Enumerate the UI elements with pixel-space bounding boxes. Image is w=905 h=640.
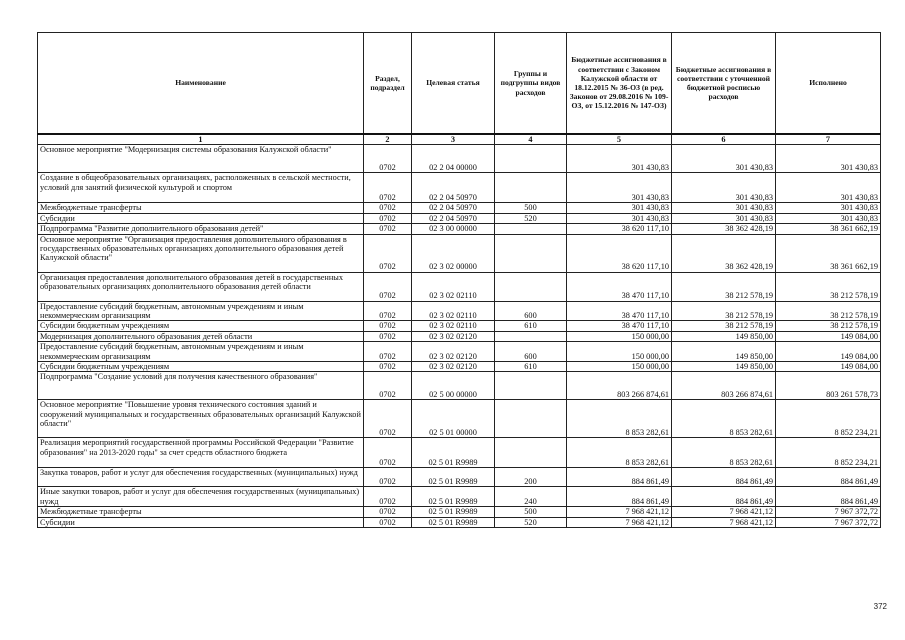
header-target: Целевая статья bbox=[412, 33, 495, 135]
row-name: Предоставление субсидий бюджетным, автономным учреждениям и иным некоммерческим организациям bbox=[38, 342, 364, 362]
column-number: 4 bbox=[495, 134, 567, 145]
row-executed: 38 212 578,19 bbox=[776, 321, 881, 331]
table-row bbox=[38, 321, 881, 331]
row-executed: 7 967 372,72 bbox=[776, 507, 881, 517]
row-budget-law: 150 000,00 bbox=[567, 331, 672, 341]
budget-table bbox=[37, 32, 881, 528]
row-executed: 38 212 578,19 bbox=[776, 301, 881, 321]
row-target: 02 2 04 00000 bbox=[412, 145, 495, 173]
row-name: Подпрограмма "Создание условий для получения качественного образования" bbox=[38, 372, 364, 400]
row-budget-law: 38 470 117,10 bbox=[567, 272, 672, 301]
row-group: 600 bbox=[495, 342, 567, 362]
row-budget-refined: 884 861,49 bbox=[672, 468, 776, 487]
row-target: 02 5 01 R9989 bbox=[412, 468, 495, 487]
table-row bbox=[38, 487, 881, 507]
row-section: 0702 bbox=[364, 224, 412, 234]
table-row bbox=[38, 213, 881, 223]
row-budget-law: 8 853 282,61 bbox=[567, 438, 672, 468]
row-section: 0702 bbox=[364, 321, 412, 331]
row-name: Основное мероприятие "Модернизация системы образования Калужской области" bbox=[38, 145, 364, 173]
table-row bbox=[38, 507, 881, 517]
table-row bbox=[38, 468, 881, 487]
row-target: 02 5 01 R9989 bbox=[412, 487, 495, 507]
row-section: 0702 bbox=[364, 372, 412, 400]
row-budget-refined: 38 362 428,19 bbox=[672, 224, 776, 234]
row-target: 02 3 02 00000 bbox=[412, 234, 495, 272]
table-row bbox=[38, 272, 881, 301]
row-target: 02 5 01 00000 bbox=[412, 400, 495, 438]
row-section: 0702 bbox=[364, 487, 412, 507]
table-row bbox=[38, 203, 881, 213]
row-budget-law: 803 266 874,61 bbox=[567, 372, 672, 400]
header-name: Наименование bbox=[38, 33, 364, 135]
row-target: 02 5 00 00000 bbox=[412, 372, 495, 400]
header-row bbox=[38, 33, 881, 135]
row-group bbox=[495, 173, 567, 203]
row-group bbox=[495, 400, 567, 438]
row-group bbox=[495, 372, 567, 400]
row-budget-law: 38 620 117,10 bbox=[567, 234, 672, 272]
row-budget-law: 38 470 117,10 bbox=[567, 301, 672, 321]
table-row bbox=[38, 372, 881, 400]
table-row bbox=[38, 331, 881, 341]
row-section: 0702 bbox=[364, 342, 412, 362]
row-executed: 149 084,00 bbox=[776, 342, 881, 362]
row-section: 0702 bbox=[364, 517, 412, 527]
row-name: Основное мероприятие "Повышение уровня технического состояния зданий и сооружений муниципальных и государственных образовательных организаций Калужской области" bbox=[38, 400, 364, 438]
row-budget-refined: 8 853 282,61 bbox=[672, 438, 776, 468]
row-budget-law: 884 861,49 bbox=[567, 468, 672, 487]
row-section: 0702 bbox=[364, 203, 412, 213]
table-row bbox=[38, 438, 881, 468]
table-row bbox=[38, 173, 881, 203]
row-name: Субсидии bbox=[38, 213, 364, 223]
row-name: Межбюджетные трансферты bbox=[38, 203, 364, 213]
row-budget-refined: 7 968 421,12 bbox=[672, 517, 776, 527]
header-budget-law: Бюджетные ассигнования в соответствии с Законом Калужской области от 18.12.2015 № 36-ОЗ (в ред. Законов от 29.08.2016 № 109-ОЗ, от 15.12.2016 № 147-ОЗ) bbox=[567, 33, 672, 135]
row-name: Основное мероприятие "Организация предоставления дополнительного образования в государственных образовательных организациях дополнительного образования детей Калужской области" bbox=[38, 234, 364, 272]
row-group bbox=[495, 145, 567, 173]
row-executed: 884 861,49 bbox=[776, 468, 881, 487]
row-target: 02 3 00 00000 bbox=[412, 224, 495, 234]
row-group: 600 bbox=[495, 301, 567, 321]
table-row bbox=[38, 362, 881, 372]
row-group bbox=[495, 234, 567, 272]
row-executed: 38 361 662,19 bbox=[776, 224, 881, 234]
row-section: 0702 bbox=[364, 145, 412, 173]
row-group: 240 bbox=[495, 487, 567, 507]
row-executed: 803 261 578,73 bbox=[776, 372, 881, 400]
row-executed: 38 361 662,19 bbox=[776, 234, 881, 272]
table-row bbox=[38, 301, 881, 321]
header-groups: Группы и подгруппы видов расходов bbox=[495, 33, 567, 135]
table-row bbox=[38, 400, 881, 438]
row-budget-refined: 301 430,83 bbox=[672, 145, 776, 173]
header-executed: Исполнено bbox=[776, 33, 881, 135]
row-budget-law: 7 968 421,12 bbox=[567, 507, 672, 517]
row-section: 0702 bbox=[364, 507, 412, 517]
row-budget-law: 301 430,83 bbox=[567, 145, 672, 173]
row-budget-law: 38 620 117,10 bbox=[567, 224, 672, 234]
row-target: 02 5 01 R9989 bbox=[412, 517, 495, 527]
row-target: 02 5 01 R9989 bbox=[412, 438, 495, 468]
table-row bbox=[38, 145, 881, 173]
row-budget-refined: 149 850,00 bbox=[672, 342, 776, 362]
row-executed: 301 430,83 bbox=[776, 145, 881, 173]
row-budget-refined: 301 430,83 bbox=[672, 173, 776, 203]
row-section: 0702 bbox=[364, 362, 412, 372]
row-executed: 301 430,83 bbox=[776, 203, 881, 213]
row-budget-refined: 149 850,00 bbox=[672, 362, 776, 372]
row-target: 02 2 04 50970 bbox=[412, 203, 495, 213]
row-budget-refined: 38 212 578,19 bbox=[672, 321, 776, 331]
row-section: 0702 bbox=[364, 234, 412, 272]
row-executed: 38 212 578,19 bbox=[776, 272, 881, 301]
row-group: 500 bbox=[495, 507, 567, 517]
row-section: 0702 bbox=[364, 301, 412, 321]
row-executed: 8 852 234,21 bbox=[776, 438, 881, 468]
row-group bbox=[495, 224, 567, 234]
row-target: 02 3 02 02110 bbox=[412, 301, 495, 321]
row-group: 520 bbox=[495, 213, 567, 223]
row-target: 02 3 02 02110 bbox=[412, 321, 495, 331]
row-budget-law: 884 861,49 bbox=[567, 487, 672, 507]
row-budget-law: 8 853 282,61 bbox=[567, 400, 672, 438]
row-budget-law: 38 470 117,10 bbox=[567, 321, 672, 331]
row-executed: 149 084,00 bbox=[776, 362, 881, 372]
row-target: 02 2 04 50970 bbox=[412, 213, 495, 223]
row-name: Предоставление субсидий бюджетным, автономным учреждениям и иным некоммерческим организациям bbox=[38, 301, 364, 321]
row-name: Закупка товаров, работ и услуг для обеспечения государственных (муниципальных) нужд bbox=[38, 468, 364, 487]
column-number-row bbox=[38, 134, 881, 145]
row-name: Межбюджетные трансферты bbox=[38, 507, 364, 517]
table-row bbox=[38, 342, 881, 362]
row-group: 500 bbox=[495, 203, 567, 213]
row-executed: 301 430,83 bbox=[776, 173, 881, 203]
column-number: 7 bbox=[776, 134, 881, 145]
row-budget-refined: 301 430,83 bbox=[672, 203, 776, 213]
row-budget-refined: 7 968 421,12 bbox=[672, 507, 776, 517]
row-name: Создание в общеобразовательных организациях, расположенных в сельской местности, условий для занятий физической культурой и спортом bbox=[38, 173, 364, 203]
row-executed: 301 430,83 bbox=[776, 213, 881, 223]
table-row bbox=[38, 517, 881, 527]
table-body bbox=[38, 145, 881, 528]
header-section: Раздел, подраздел bbox=[364, 33, 412, 135]
row-target: 02 2 04 50970 bbox=[412, 173, 495, 203]
row-budget-refined: 8 853 282,61 bbox=[672, 400, 776, 438]
page-number: 372 bbox=[873, 602, 887, 611]
column-number: 3 bbox=[412, 134, 495, 145]
row-section: 0702 bbox=[364, 468, 412, 487]
row-executed: 884 861,49 bbox=[776, 487, 881, 507]
header-budget-refined: Бюджетные ассигнования в соответствии с уточненной бюджетной росписью расходов bbox=[672, 33, 776, 135]
row-budget-refined: 301 430,83 bbox=[672, 213, 776, 223]
row-group: 610 bbox=[495, 321, 567, 331]
row-section: 0702 bbox=[364, 331, 412, 341]
row-executed: 149 084,00 bbox=[776, 331, 881, 341]
row-name: Подпрограмма "Развитие дополнительного образования детей" bbox=[38, 224, 364, 234]
row-budget-law: 301 430,83 bbox=[567, 173, 672, 203]
row-budget-refined: 38 362 428,19 bbox=[672, 234, 776, 272]
row-budget-refined: 803 266 874,61 bbox=[672, 372, 776, 400]
row-budget-law: 301 430,83 bbox=[567, 213, 672, 223]
table-row bbox=[38, 224, 881, 234]
row-target: 02 3 02 02110 bbox=[412, 272, 495, 301]
row-section: 0702 bbox=[364, 400, 412, 438]
row-section: 0702 bbox=[364, 173, 412, 203]
row-name: Модернизация дополнительного образования детей области bbox=[38, 331, 364, 341]
row-group bbox=[495, 331, 567, 341]
column-number: 1 bbox=[38, 134, 364, 145]
row-executed: 8 852 234,21 bbox=[776, 400, 881, 438]
row-section: 0702 bbox=[364, 272, 412, 301]
table-row bbox=[38, 234, 881, 272]
row-budget-refined: 38 212 578,19 bbox=[672, 272, 776, 301]
row-group: 610 bbox=[495, 362, 567, 372]
row-group: 520 bbox=[495, 517, 567, 527]
row-name: Субсидии бюджетным учреждениям bbox=[38, 362, 364, 372]
row-name: Субсидии бюджетным учреждениям bbox=[38, 321, 364, 331]
column-number: 5 bbox=[567, 134, 672, 145]
row-section: 0702 bbox=[364, 438, 412, 468]
row-target: 02 3 02 02120 bbox=[412, 331, 495, 341]
row-group bbox=[495, 272, 567, 301]
row-budget-law: 301 430,83 bbox=[567, 203, 672, 213]
row-budget-law: 150 000,00 bbox=[567, 362, 672, 372]
row-target: 02 3 02 02120 bbox=[412, 342, 495, 362]
row-name: Организация предоставления дополнительного образования детей в государственных образовательных организациях дополнительного образования детей области bbox=[38, 272, 364, 301]
row-budget-refined: 884 861,49 bbox=[672, 487, 776, 507]
row-section: 0702 bbox=[364, 213, 412, 223]
column-number: 6 bbox=[672, 134, 776, 145]
row-name: Иные закупки товаров, работ и услуг для обеспечения государственных (муниципальных) нужд bbox=[38, 487, 364, 507]
column-number: 2 bbox=[364, 134, 412, 145]
row-name: Реализация мероприятий государственной программы Российской Федерации "Развитие образования" на 2013-2020 годы" за счет средств областного бюджета bbox=[38, 438, 364, 468]
row-budget-refined: 149 850,00 bbox=[672, 331, 776, 341]
row-executed: 7 967 372,72 bbox=[776, 517, 881, 527]
row-name: Субсидии bbox=[38, 517, 364, 527]
row-budget-refined: 38 212 578,19 bbox=[672, 301, 776, 321]
row-group bbox=[495, 438, 567, 468]
row-target: 02 5 01 R9989 bbox=[412, 507, 495, 517]
row-target: 02 3 02 02120 bbox=[412, 362, 495, 372]
row-group: 200 bbox=[495, 468, 567, 487]
row-budget-law: 7 968 421,12 bbox=[567, 517, 672, 527]
row-budget-law: 150 000,00 bbox=[567, 342, 672, 362]
